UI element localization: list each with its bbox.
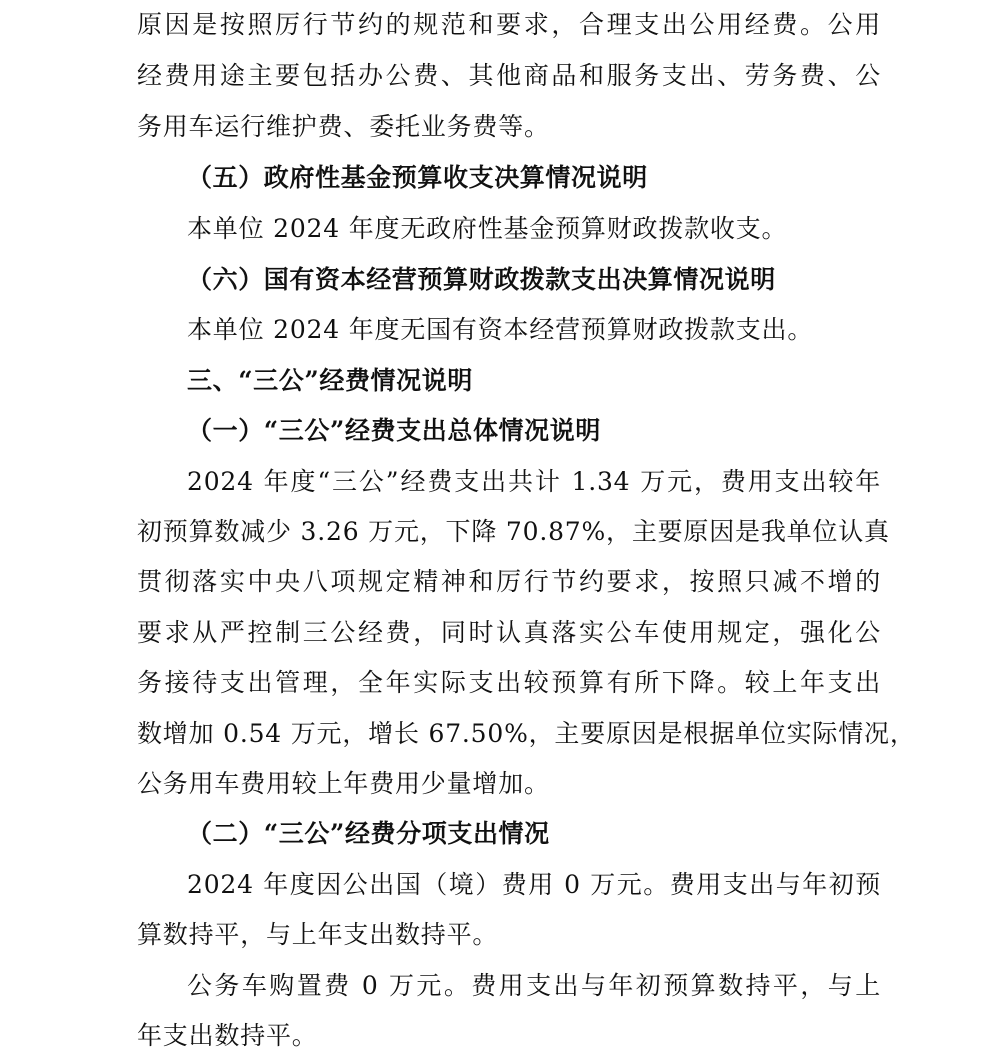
body-text-line: 务用车运行维护费、委托业务费等。 [137,112,550,141]
section-heading-fund-budget: （五）政府性基金预算收支决算情况说明 [187,163,648,192]
body-text-line: 经费用途主要包括办公费、其他商品和服务支出、劳务费、公 [137,61,881,90]
body-text-line: 公务车购置费 0 万元。费用支出与年初预算数持平，与上 [187,971,881,1000]
body-text-line: 务接待支出管理，全年实际支出较预算有所下降。较上年支出 [137,668,881,697]
subsection-heading-overall: （一）“三公”经费支出总体情况说明 [187,416,601,445]
body-text-line: 本单位 2024 年度无政府性基金预算财政拨款收支。 [187,214,788,243]
body-text-line: 2024 年度因公出国（境）费用 0 万元。费用支出与年初预 [187,870,881,899]
section-heading-three-public: 三、“三公”经费情况说明 [187,366,473,395]
body-text-line: 要求从严控制三公经费，同时认真落实公车使用规定，强化公 [137,618,881,647]
body-text-line: 贯彻落实中央八项规定精神和厉行节约要求，按照只减不增的 [137,567,881,596]
subsection-heading-itemized: （二）“三公”经费分项支出情况 [187,819,550,848]
body-text-line: 数增加 0.54 万元，增长 67.50%，主要原因是根据单位实际情况， [137,719,916,748]
body-text-line: 2024 年度“三公”经费支出共计 1.34 万元，费用支出较年 [187,467,881,496]
body-text-line: 初预算数减少 3.26 万元，下降 70.87%，主要原因是我单位认真 [137,517,890,546]
section-heading-state-capital: （六）国有资本经营预算财政拨款支出决算情况说明 [187,265,776,294]
body-text-line: 原因是按照厉行节约的规范和要求，合理支出公用经费。公用 [137,10,881,39]
body-text-line: 公务用车费用较上年费用少量增加。 [137,769,550,798]
body-text-line: 年支出数持平。 [137,1021,318,1050]
body-text-line: 本单位 2024 年度无国有资本经营预算财政拨款支出。 [187,315,814,344]
body-text-line: 算数持平，与上年支出数持平。 [137,920,499,949]
